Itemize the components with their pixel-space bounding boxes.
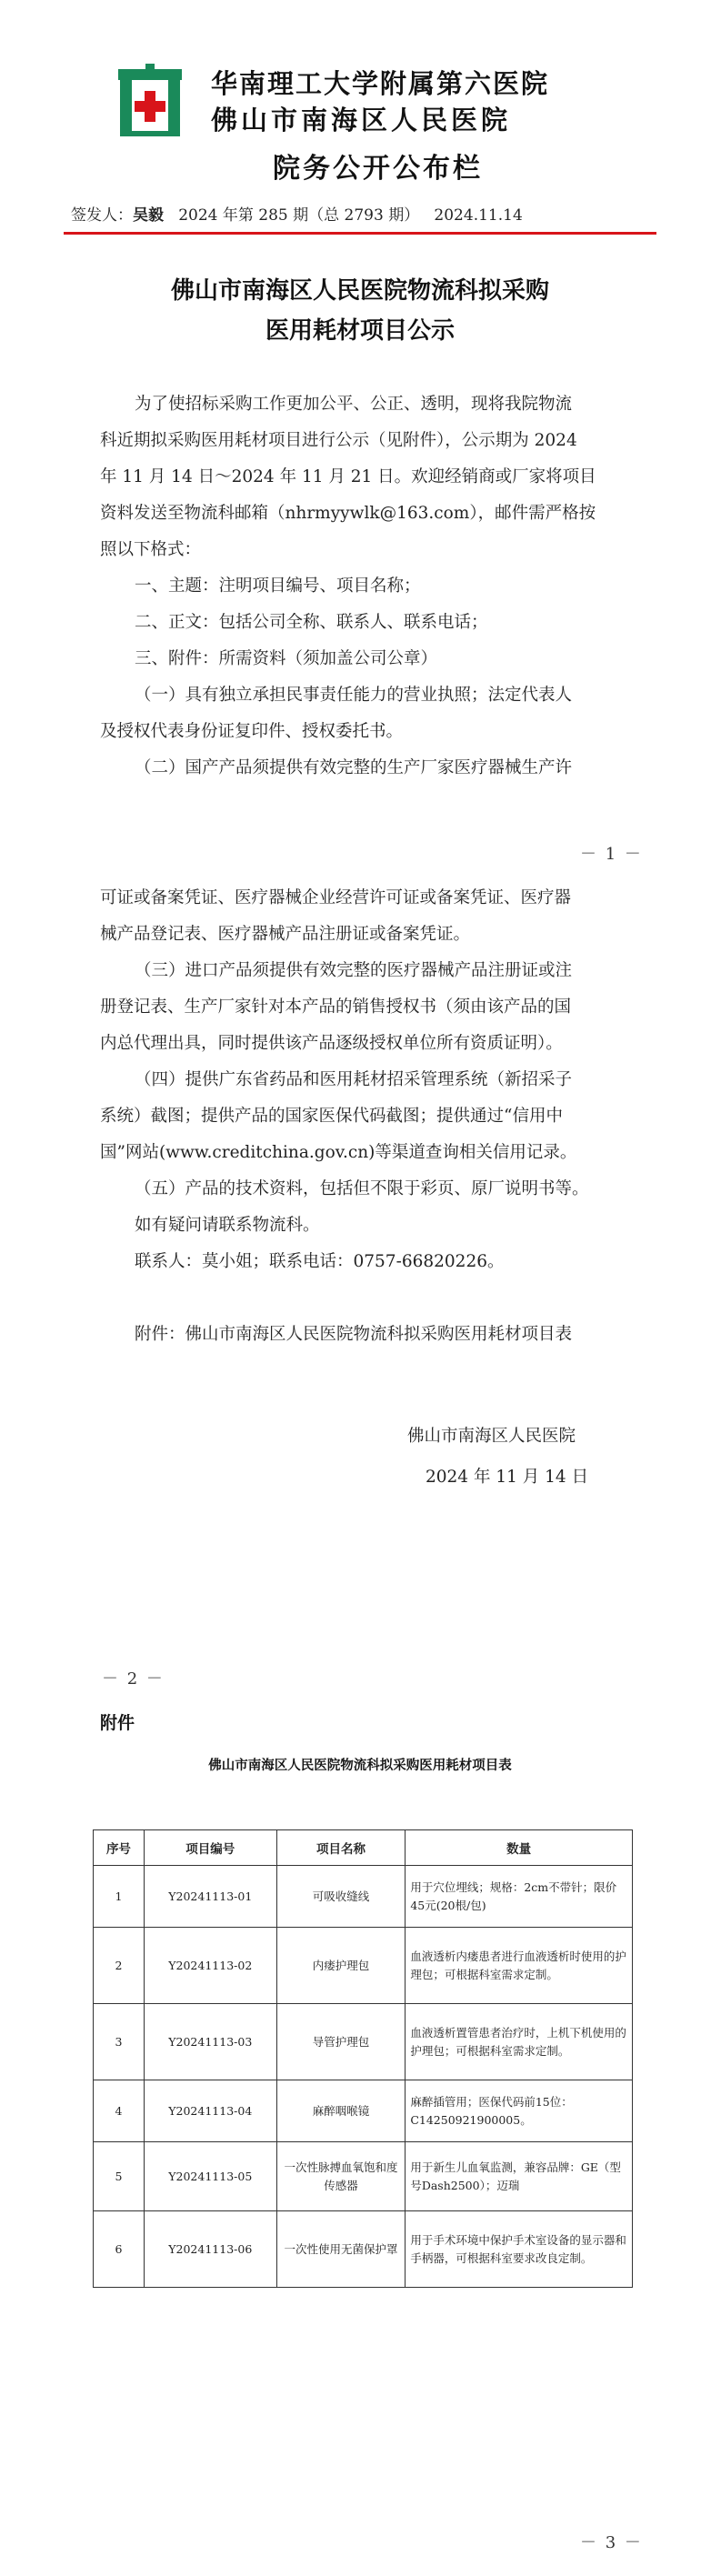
cell-code: Y20241113-04 <box>144 2080 276 2142</box>
cell-qty: 血液透析置管患者治疗时，上机下机使用的护理包；可根据科室需求定制。 <box>406 2004 633 2080</box>
body-line: 内总代理出具，同时提供该产品逐级授权单位所有资质证明）。 <box>100 1034 563 1053</box>
cell-no: 5 <box>94 2142 145 2211</box>
contact-line: 联系人：莫小姐；联系电话：0757-66820226。 <box>135 1252 505 1271</box>
col-header-no: 序号 <box>94 1830 145 1866</box>
cell-no: 2 <box>94 1928 145 2004</box>
cell-qty: 血液透析内瘘患者进行血液透析时使用的护理包；可根据科室需求定制。 <box>406 1928 633 2004</box>
body-line: 如有疑问请联系物流科。 <box>135 1216 320 1235</box>
attachment-label: 附件 <box>100 1713 135 1733</box>
notice-title-line1: 佛山市南海区人民医院物流科拟采购 <box>170 277 549 305</box>
body-line: 照以下格式： <box>100 540 202 559</box>
cell-name: 可吸收缝线 <box>276 1866 406 1928</box>
cell-no: 3 <box>94 2004 145 2080</box>
issue-info: 2024 年第 285 期（总 2793 期） 2024.11.14 <box>178 206 523 225</box>
issuer-name: 吴毅 <box>133 206 164 225</box>
body-line: （二）国产产品须提供有效完整的生产厂家医疗器械生产许 <box>135 758 573 777</box>
attachment-note: 附件：佛山市南海区人民医院物流科拟采购医用耗材项目表 <box>135 1325 573 1344</box>
body-line: 为了使招标采购工作更加公平、公正、透明，现将我院物流 <box>135 395 573 414</box>
issuer-line <box>71 202 523 225</box>
table-row <box>94 2211 633 2288</box>
body-line: 国”网站(www.creditchina.gov.cn)等渠道查询相关信用记录。 <box>100 1143 577 1162</box>
body-line: （三）进口产品须提供有效完整的医疗器械产品注册证或注 <box>135 961 573 980</box>
cell-code: Y20241113-03 <box>144 2004 276 2080</box>
cell-no: 6 <box>94 2211 145 2288</box>
items-table <box>93 1829 633 2288</box>
body-line: 二、正文：包括公司全称、联系人、联系电话； <box>135 613 488 632</box>
cell-name: 导管护理包 <box>276 2004 406 2080</box>
signature-org: 佛山市南海区人民医院 <box>407 1427 576 1446</box>
page-number: － 2 － <box>102 1669 165 1689</box>
cell-qty: 用于新生儿血氧监测，兼容品牌：GE（型号Dash2500）；迈瑞 <box>406 2142 633 2211</box>
cell-qty: 用于穴位埋线；规格：2cm不带针；限价45元(20根/包) <box>406 1866 633 1928</box>
table-row <box>94 2142 633 2211</box>
hospital-name-line2: 佛山市南海区人民医院 <box>211 105 512 135</box>
cell-name: 一次性使用无菌保护罩 <box>276 2211 406 2288</box>
body-line: 系统）截图；提供产品的国家医保代码截图；提供通过“信用中 <box>100 1107 563 1126</box>
table-row <box>94 1928 633 2004</box>
cell-code: Y20241113-01 <box>144 1866 276 1928</box>
notice-title-line2: 医用耗材项目公示 <box>265 317 455 345</box>
hospital-logo <box>116 64 184 136</box>
body-line: 可证或备案凭证、医疗器械企业经营许可证或备案凭证、医疗器 <box>100 888 572 907</box>
body-line: （四）提供广东省药品和医用耗材招采管理系统（新招采子 <box>135 1070 573 1089</box>
body-line: （五）产品的技术资料，包括但不限于彩页、原厂说明书等。 <box>135 1179 589 1198</box>
cell-name: 内瘘护理包 <box>276 1928 406 2004</box>
cell-no: 4 <box>94 2080 145 2142</box>
cell-no: 1 <box>94 1866 145 1928</box>
issuer-label: 签发人： <box>71 206 133 225</box>
body-line: 册登记表、生产厂家针对本产品的销售授权书（须由该产品的国 <box>100 997 572 1017</box>
body-line: 三、附件：所需资料（须加盖公司公章） <box>135 649 438 668</box>
col-header-code: 项目编号 <box>144 1830 276 1866</box>
cell-name: 麻醉咽喉镜 <box>276 2080 406 2142</box>
table-title: 佛山市南海区人民医院物流科拟采购医用耗材项目表 <box>208 1758 512 1773</box>
table-row <box>94 1866 633 1928</box>
body-line: 科近期拟采购医用耗材项目进行公示（见附件），公示期为 2024 <box>100 431 577 450</box>
table-row <box>94 2004 633 2080</box>
body-line: 资料发送至物流科邮箱（nhrmyywlk@163.com），邮件需严格按 <box>100 504 596 523</box>
page-number: － 1 － <box>580 845 643 864</box>
body-line: （一）具有独立承担民事责任能力的营业执照；法定代表人 <box>135 686 573 705</box>
col-header-name: 项目名称 <box>276 1830 406 1866</box>
board-title: 院务公开公布栏 <box>273 153 483 185</box>
body-line: 一、主题：注明项目编号、项目名称； <box>135 576 421 596</box>
cell-qty: 用于手术环境中保护手术室设备的显示器和手柄器，可根据科室要求改良定制。 <box>406 2211 633 2288</box>
col-header-qty: 数量 <box>406 1830 633 1866</box>
header-divider <box>64 232 656 235</box>
signature-date: 2024 年 11 月 14 日 <box>426 1468 589 1487</box>
body-line: 及授权代表身份证复印件、授权委托书。 <box>100 722 404 741</box>
body-line: 械产品登记表、医疗器械产品注册证或备案凭证。 <box>100 925 471 944</box>
cell-qty: 麻醉插管用；医保代码前15位：C14250921900005。 <box>406 2080 633 2142</box>
cell-name: 一次性脉搏血氧饱和度传感器 <box>276 2142 406 2211</box>
table-header-row <box>94 1830 633 1866</box>
cell-code: Y20241113-02 <box>144 1928 276 2004</box>
cell-code: Y20241113-06 <box>144 2211 276 2288</box>
cell-code: Y20241113-05 <box>144 2142 276 2211</box>
table-row <box>94 2080 633 2142</box>
page-number: － 3 － <box>580 2533 643 2552</box>
body-line: 年 11 月 14 日～2024 年 11 月 21 日。欢迎经销商或厂家将项目 <box>100 467 596 486</box>
hospital-name-line1: 华南理工大学附属第六医院 <box>211 68 550 99</box>
